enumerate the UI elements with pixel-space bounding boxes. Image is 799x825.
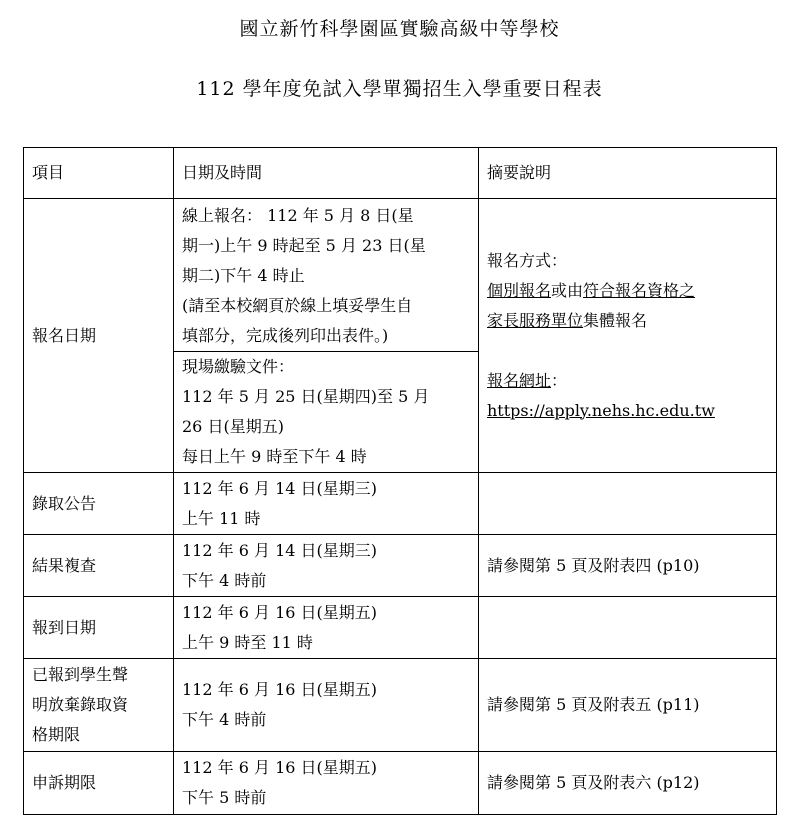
registration-notes: 報名方式： 個別報名或由符合報名資格之 家長服務單位集體報名 報名網址： https://apply.nehs.hc.edu.tw bbox=[479, 199, 777, 473]
row-note: 請參閱第 5 頁及附表五 (p11) bbox=[479, 659, 777, 752]
table-row bbox=[24, 752, 777, 815]
header-date: 日期及時間 bbox=[174, 148, 479, 199]
registration-item: 報名日期 bbox=[24, 199, 174, 473]
method-group: 符合報名資格之 bbox=[583, 280, 696, 300]
row-item: 錄取公告 bbox=[24, 473, 174, 535]
row-note bbox=[479, 597, 777, 659]
row-date: 112 年 6 月 14 日(星期三) 上午 11 時 bbox=[174, 473, 479, 535]
table-header-row bbox=[24, 148, 777, 199]
row-item: 申訴期限 bbox=[24, 752, 174, 815]
row-item: 報到日期 bbox=[24, 597, 174, 659]
table-row bbox=[24, 535, 777, 597]
table-row bbox=[24, 199, 777, 352]
row-date: 112 年 6 月 14 日(星期三) 下午 4 時前 bbox=[174, 535, 479, 597]
table-row bbox=[24, 473, 777, 535]
header-item: 項目 bbox=[24, 148, 174, 199]
row-date: 112 年 6 月 16 日(星期五) 下午 4 時前 bbox=[174, 659, 479, 752]
row-date: 112 年 6 月 16 日(星期五) 上午 9 時至 11 時 bbox=[174, 597, 479, 659]
row-date: 112 年 6 月 16 日(星期五) 下午 5 時前 bbox=[174, 752, 479, 815]
row-item: 已報到學生聲 明放棄錄取資 格期限 bbox=[24, 659, 174, 752]
schedule-table bbox=[23, 147, 777, 815]
online-registration: 線上報名： 112 年 5 月 8 日(星 期一)上午 9 時起至 5 月 23 日(星 期二)下午 4 時止 (請至本校網頁於線上填妥學生自 填部分，完成後列印出表件。) bbox=[174, 199, 479, 352]
onsite-documents: 現場繳驗文件： 112 年 5 月 25 日(星期四)至 5 月 26 日(星期五) 每日上午 9 時至下午 4 時 bbox=[174, 352, 479, 473]
method-individual: 個別報名 bbox=[487, 280, 552, 300]
document-title: 112 學年度免試入學單獨招生入學重要日程表 bbox=[196, 78, 603, 100]
table-row bbox=[24, 659, 777, 752]
table-row bbox=[24, 597, 777, 659]
row-note: 請參閱第 5 頁及附表四 (p10) bbox=[479, 535, 777, 597]
row-note bbox=[479, 473, 777, 535]
row-item: 結果複查 bbox=[24, 535, 174, 597]
row-note: 請參閱第 5 頁及附表六 (p12) bbox=[479, 752, 777, 815]
registration-url-link[interactable]: https://apply.nehs.hc.edu.tw bbox=[487, 400, 715, 420]
url-label: 報名網址 bbox=[487, 370, 552, 390]
header-note: 摘要說明 bbox=[479, 148, 777, 199]
school-name: 國立新竹科學園區實驗高級中等學校 bbox=[239, 18, 560, 40]
